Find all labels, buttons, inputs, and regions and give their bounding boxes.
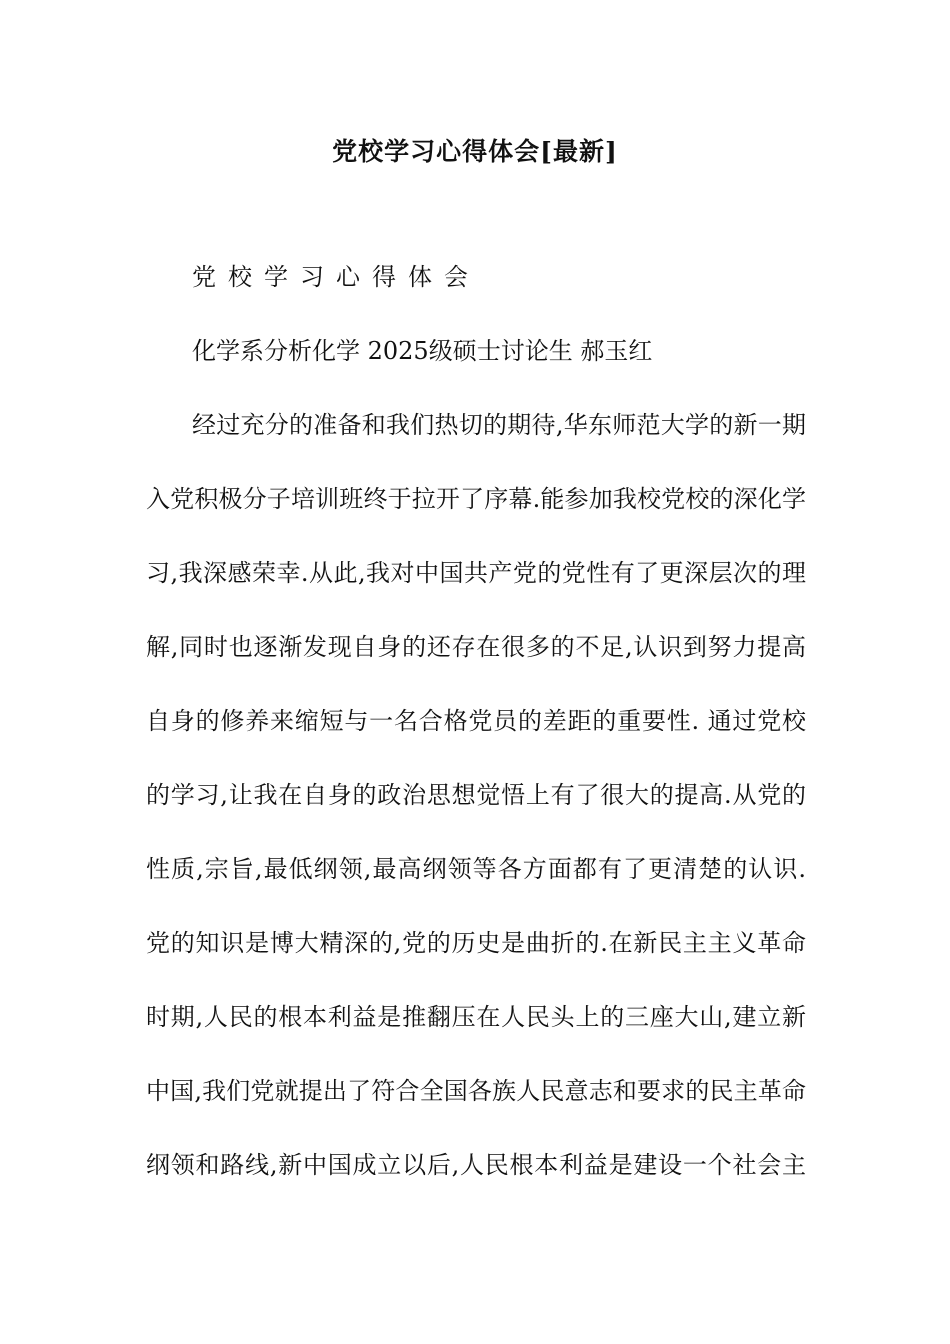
body-line: 党的知识是博大精深的,党的历史是曲折的.在新民主主义革命 xyxy=(146,929,806,957)
body-line: 入党积极分子培训班终于拉开了序幕.能参加我校党校的深化学 xyxy=(146,485,806,513)
body-line: 中国,我们党就提出了符合全国各族人民意志和要求的民主革命 xyxy=(146,1077,806,1105)
body-line: 经过充分的准备和我们热切的期待,华东师范大学的新一期 xyxy=(192,411,806,439)
body-line: 自身的修养来缩短与一名合格党员的差距的重要性. 通过党校 xyxy=(146,707,806,735)
subheading: 党校学习心得体会 xyxy=(192,263,480,291)
body-line: 纲领和路线,新中国成立以后,人民根本利益是建设一个社会主 xyxy=(146,1151,806,1179)
document-title: 党校学习心得体会[最新] xyxy=(332,137,618,166)
body-line: 习,我深感荣幸.从此,我对中国共产党的党性有了更深层次的理 xyxy=(146,559,806,587)
body-line: 时期,人民的根本利益是推翻压在人民头上的三座大山,建立新 xyxy=(146,1003,806,1031)
body-line: 的学习,让我在自身的政治思想觉悟上有了很大的提高.从党的 xyxy=(146,781,806,809)
body-line: 性质,宗旨,最低纲领,最高纲领等各方面都有了更清楚的认识. xyxy=(146,855,806,883)
author-line: 化学系分析化学 2025级硕士讨论生 郝玉红 xyxy=(192,337,653,365)
body-line: 解,同时也逐渐发现自身的还存在很多的不足,认识到努力提高 xyxy=(146,633,806,661)
